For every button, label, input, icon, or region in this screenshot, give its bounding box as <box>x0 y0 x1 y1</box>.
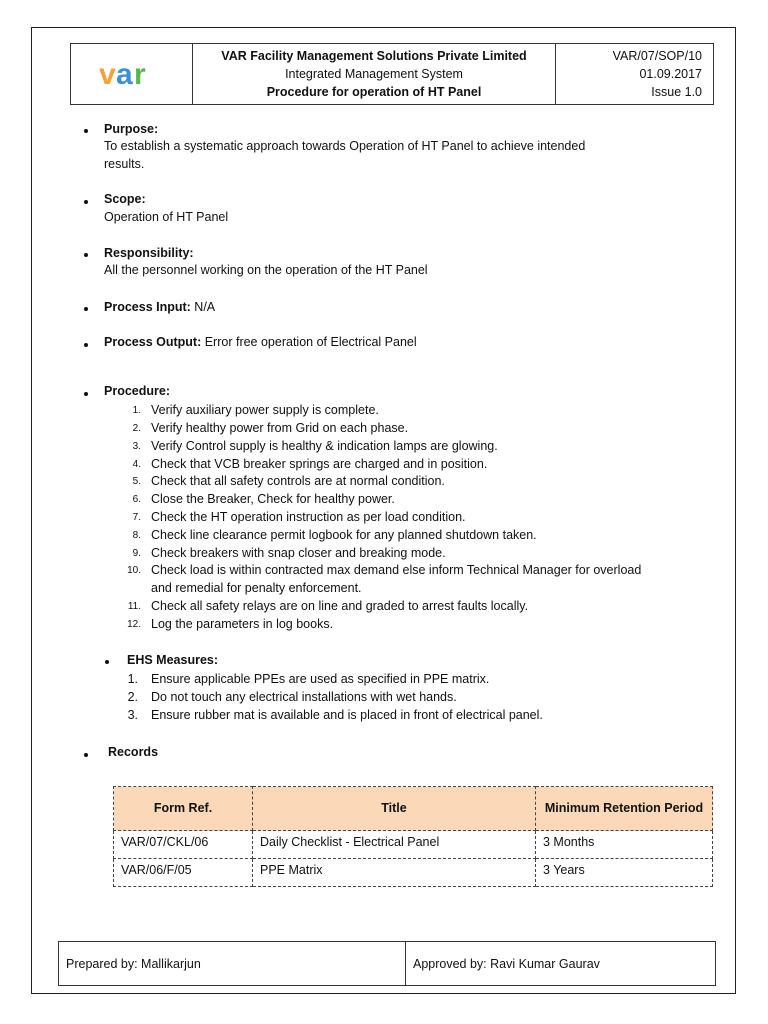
ehs-text: Do not touch any electrical installations with wet hands. <box>151 690 457 704</box>
step-number: 6. <box>132 494 141 505</box>
document-header <box>70 43 714 105</box>
step-number: 2. <box>132 423 141 434</box>
records-table <box>113 786 713 887</box>
ehs-text: Ensure applicable PPEs are used as specified in PPE matrix. <box>151 672 490 686</box>
purpose-text-2: results. <box>104 157 145 171</box>
ehs-number: 3. <box>127 708 138 722</box>
column-header: Title <box>253 787 536 831</box>
step-text: Check that VCB breaker springs are charged and in position. <box>151 457 488 471</box>
step-number: 4. <box>132 459 141 470</box>
table-cell: 3 Years <box>536 859 713 887</box>
ehs-text: Ensure rubber mat is available and is placed in front of electrical panel. <box>151 708 543 722</box>
step-number: 9. <box>132 548 141 559</box>
step-number: 5. <box>132 476 141 487</box>
step-text: Verify healthy power from Grid on each phase. <box>151 421 409 435</box>
step-text: Close the Breaker, Check for healthy power. <box>151 492 395 506</box>
step-text: Check all safety relays are on line and graded to arrest faults locally. <box>151 599 529 613</box>
column-header: Form Ref. <box>114 787 253 831</box>
header-title-cell <box>193 44 556 105</box>
purpose-label: Purpose: <box>104 122 159 136</box>
company-logo <box>97 57 167 91</box>
ehs-label: EHS Measures: <box>127 653 219 667</box>
step-number: 11. <box>127 601 141 612</box>
step-number: 3. <box>132 441 141 452</box>
responsibility-text: All the personnel working on the operation of the HT Panel <box>104 263 428 277</box>
bullet-icon <box>83 126 91 134</box>
step-number: 7. <box>132 512 141 523</box>
scope-text: Operation of HT Panel <box>104 210 229 224</box>
process-input-label: Process Input: <box>104 300 191 314</box>
step-text: Verify auxiliary power supply is complete. <box>151 403 379 417</box>
table-cell: VAR/07/CKL/06 <box>114 831 253 859</box>
records-header-row <box>114 787 713 831</box>
table-cell: VAR/06/F/05 <box>114 859 253 887</box>
procedure-title: Procedure for operation of HT Panel <box>266 85 482 99</box>
records-label: Records <box>108 745 159 759</box>
process-output <box>104 334 417 351</box>
step-text: Check load is within contracted max demand else inform Technical Manager for overload <box>151 563 642 577</box>
signoff-footer <box>58 941 716 986</box>
doc-issue: Issue 1.0 <box>651 85 702 99</box>
process-input-text: N/A <box>190 300 216 314</box>
bullet-icon <box>104 657 112 665</box>
bullet-icon <box>83 389 91 397</box>
table-row <box>114 831 713 859</box>
procedure-label: Procedure: <box>104 384 170 398</box>
doc-number: VAR/07/SOP/10 <box>612 49 702 63</box>
table-cell: 3 Months <box>536 831 713 859</box>
step-text: Check breakers with snap closer and breaking mode. <box>151 546 446 560</box>
company-name: VAR Facility Management Solutions Private Limited <box>221 49 527 63</box>
step-text-continued: and remedial for penalty enforcement. <box>151 581 362 595</box>
bullet-icon <box>83 340 91 348</box>
step-number: 10. <box>127 565 141 576</box>
bullet-icon <box>83 250 91 258</box>
process-input <box>104 299 215 316</box>
scope-label: Scope: <box>104 192 146 206</box>
step-number: 12. <box>127 619 141 630</box>
bullet-icon <box>83 750 91 758</box>
step-text: Check that all safety controls are at normal condition. <box>151 474 445 488</box>
table-cell: Daily Checklist - Electrical Panel <box>253 831 536 859</box>
process-output-text: Error free operation of Electrical Panel <box>201 335 417 349</box>
step-text: Log the parameters in log books. <box>151 617 334 631</box>
responsibility-label: Responsibility: <box>104 246 194 260</box>
system-name: Integrated Management System <box>285 67 463 81</box>
table-row <box>114 859 713 887</box>
bullet-icon <box>83 304 91 312</box>
step-text: Check line clearance permit logbook for any planned shutdown taken. <box>151 528 537 542</box>
logo-cell <box>71 44 193 105</box>
step-number: 1. <box>132 405 141 416</box>
step-number: 8. <box>132 530 141 541</box>
logo-letter-v: v <box>98 58 116 91</box>
table-cell: PPE Matrix <box>253 859 536 887</box>
doc-date: 01.09.2017 <box>639 67 702 81</box>
logo-letter-a: a <box>115 58 133 91</box>
column-header: Minimum Retention Period <box>536 787 713 831</box>
ehs-number: 2. <box>127 690 138 704</box>
ehs-number: 1. <box>127 672 138 686</box>
approved-by: Approved by: Ravi Kumar Gaurav <box>406 942 716 986</box>
logo-letter-r: r <box>133 58 146 91</box>
step-text: Verify Control supply is healthy & indication lamps are glowing. <box>151 439 498 453</box>
bullet-icon <box>83 197 91 205</box>
process-output-label: Process Output: <box>104 335 202 349</box>
prepared-by: Prepared by: Mallikarjun <box>59 942 406 986</box>
doc-info-cell <box>556 44 714 105</box>
step-text: Check the HT operation instruction as per load condition. <box>151 510 466 524</box>
purpose-text-1: To establish a systematic approach towards Operation of HT Panel to achieve intended <box>104 139 586 153</box>
